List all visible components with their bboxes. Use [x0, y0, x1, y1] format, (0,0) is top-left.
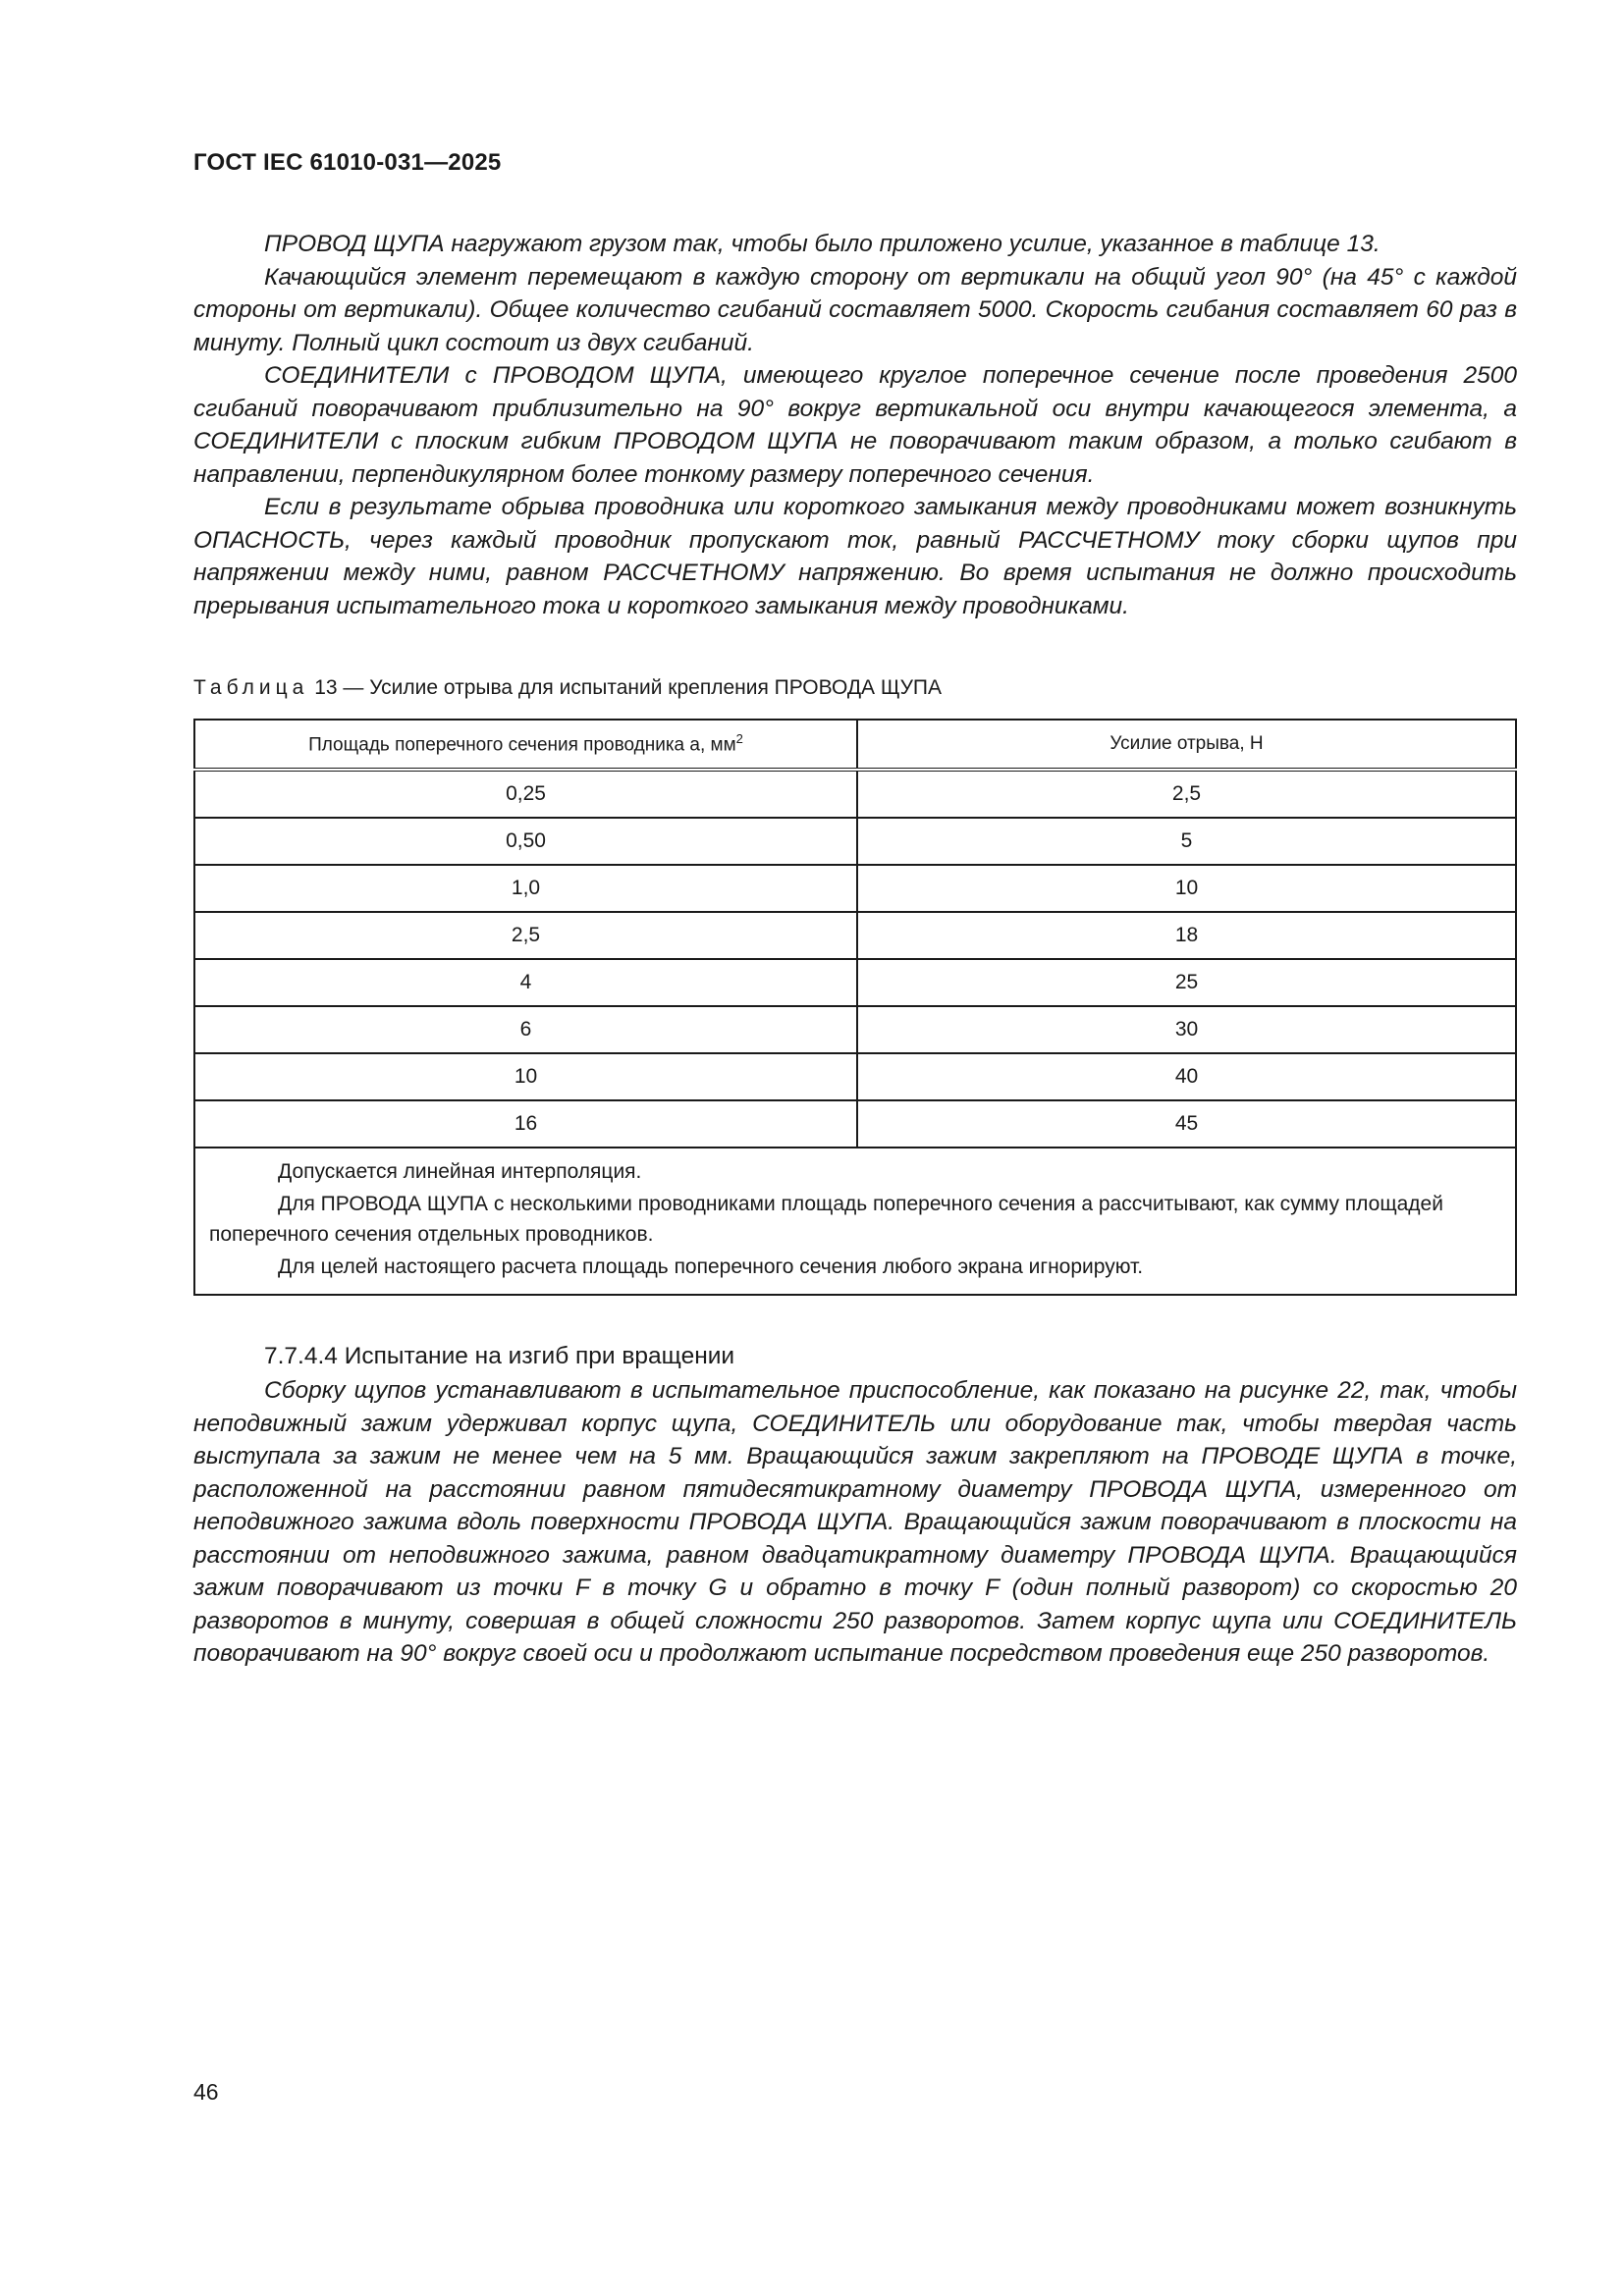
table-notes-row	[194, 1148, 1516, 1295]
table-row	[194, 818, 1516, 865]
cell-force: 10	[857, 865, 1516, 912]
cell-area: 0,25	[194, 770, 857, 818]
cell-force: 2,5	[857, 770, 1516, 818]
paragraph: Если в результате обрыва проводника или короткого замыкания между проводниками может возникнуть ОПАСНОСТЬ, через каждый проводник пропускают ток, равный РАССЧЕТНОМУ току сборки щупов при напряжении между ними, равном РАССЧЕТНОМУ напряжению. Во время испытания не должно происходить прерывания испытательного тока и короткого замыкания между проводниками.	[193, 494, 1517, 619]
table-row	[194, 912, 1516, 959]
section-heading: 7.7.4.4 Испытание на изгиб при вращении	[264, 1343, 735, 1369]
pull-force-table	[193, 719, 1517, 1296]
paragraph: Сборку щупов устанавливают в испытательное приспособление, как показано на рисунке 22, так, чтобы неподвижный зажим удерживал корпус щупа, СОЕДИНИТЕЛЬ или оборудование так, чтобы твердая часть выступала за зажим не менее чем на 5 мм. Вращающийся зажим закрепляют на ПРОВОДЕ ЩУПА в точке, расположенной на расстоянии равном пятидесятикратному диаметру ПРОВОДА ЩУПА, измеренного от неподвижного зажима вдоль поверхности ПРОВОДА ЩУПА. Вращающийся зажим поворачивают в плоскости на расстоянии от неподвижного зажима, равном двадцатикратному диаметру ПРОВОДА ЩУПА. Вращающийся зажим поворачивают из точки F в точку G и обратно в точку F (один полный разворот) со скоростью 20 разворотов в минуту, совершая в общей сложности 250 разворотов. Затем корпус щупа или СОЕДИНИТЕЛЬ поворачивают на 90° вокруг своей оси и продолжают испытание посредством проведения еще 250 разворотов.	[193, 1377, 1517, 1667]
table-row	[194, 770, 1516, 818]
cell-area: 0,50	[194, 818, 857, 865]
paragraph: Качающийся элемент перемещают в каждую сторону от вертикали на общий угол 90° (на 45° с каждой стороны от вертикали). Общее количество сгибаний составляет 5000. Скорость сгибания составляет 60 раз в минуту. Полный цикл состоит из двух сгибаний.	[193, 263, 1517, 356]
table-row	[194, 1006, 1516, 1053]
table-caption-label: Таблица	[193, 676, 309, 699]
text-block-rotation-test	[193, 1374, 1517, 1671]
cell-area: 2,5	[194, 912, 857, 959]
cell-force: 18	[857, 912, 1516, 959]
table-row	[194, 959, 1516, 1006]
cell-area: 6	[194, 1006, 857, 1053]
table-row	[194, 1053, 1516, 1100]
table-caption	[193, 676, 942, 700]
table-note: Для ПРОВОДА ЩУПА с несколькими проводниками площадь поперечного сечения a рассчитывают, как сумму площадей поперечного сечения отдельных проводников.	[209, 1193, 1443, 1246]
table-row	[194, 1100, 1516, 1148]
paragraph: СОЕДИНИТЕЛИ с ПРОВОДОМ ЩУПА, имеющего круглое поперечное сечение после проведения 2500 сгибаний поворачивают приблизительно на 90° вокруг вертикальной оси внутри качающегося элемента, а СОЕДИНИТЕЛИ с плоским гибким ПРОВОДОМ ЩУПА не поворачивают таким образом, а только сгибают в направлении, перпендикулярном более тонкому размеру поперечного сечения.	[193, 362, 1517, 488]
column-header-area	[194, 720, 857, 770]
column-header-force: Усилие отрыва, Н	[857, 720, 1516, 770]
table-note: Допускается линейная интерполяция.	[278, 1160, 642, 1183]
cell-area: 1,0	[194, 865, 857, 912]
cell-force: 30	[857, 1006, 1516, 1053]
cell-force: 40	[857, 1053, 1516, 1100]
table-note: Для целей настоящего расчета площадь поперечного сечения любого экрана игнорируют.	[278, 1255, 1144, 1278]
cell-force: 25	[857, 959, 1516, 1006]
table-row	[194, 865, 1516, 912]
text-block-flex-test	[193, 228, 1517, 622]
cell-area: 16	[194, 1100, 857, 1148]
document-header: ГОСТ IEC 61010-031—2025	[193, 149, 502, 176]
cell-force: 45	[857, 1100, 1516, 1148]
superscript: 2	[735, 731, 743, 747]
cell-area: 10	[194, 1053, 857, 1100]
page-number: 46	[193, 2079, 219, 2105]
cell-force: 5	[857, 818, 1516, 865]
table-header-row	[194, 720, 1516, 770]
table-notes	[194, 1148, 1516, 1295]
cell-area: 4	[194, 959, 857, 1006]
table-caption-text: 13 — Усилие отрыва для испытаний крепления ПРОВОДА ЩУПА	[314, 676, 943, 699]
paragraph: ПРОВОД ЩУПА нагружают грузом так, чтобы было приложено усилие, указанное в таблице 13.	[264, 231, 1380, 257]
column-header-area-label: Площадь поперечного сечения проводника a, мм	[308, 734, 736, 756]
